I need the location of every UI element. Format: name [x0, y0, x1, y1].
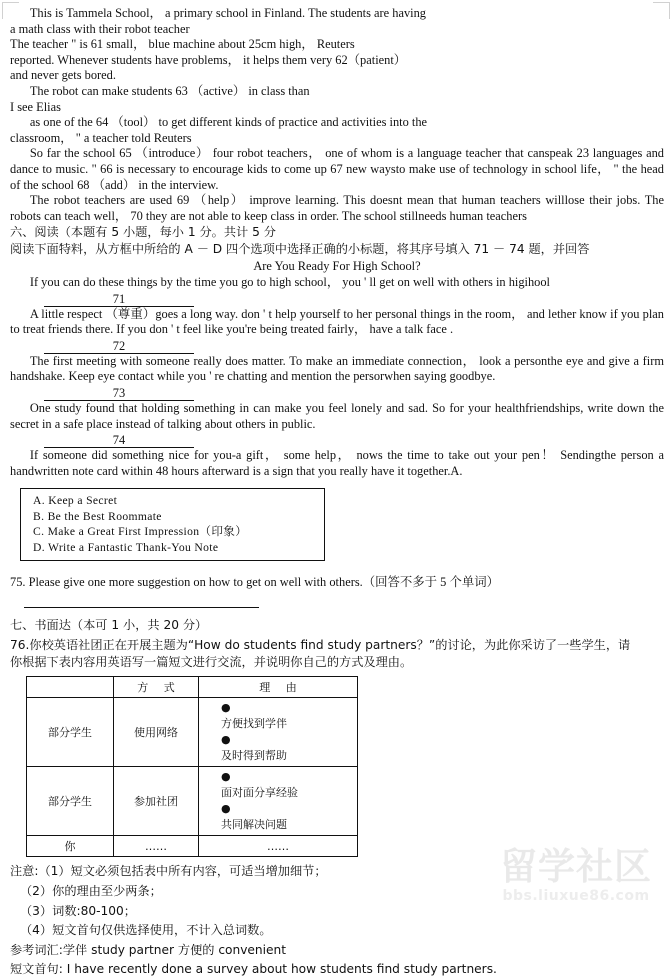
table-cell-reasons[interactable]: …… — [199, 836, 358, 857]
note-item: （2）你的理由至少两条； — [20, 884, 162, 899]
bullet-icon: ● — [221, 770, 231, 784]
table-header-row — [27, 677, 358, 698]
option-a[interactable]: A. Keep a Secret — [33, 494, 118, 508]
article-title: Are You Ready For High School? — [253, 258, 421, 273]
table-cell-method[interactable]: …… — [114, 836, 199, 857]
blank-73[interactable]: 73 — [44, 386, 194, 401]
cloze-passage — [10, 6, 664, 224]
article-paragraph: If you can do these things by the time you go to high school， you ' ll get on well with others in higihool — [29, 275, 550, 290]
reason-text: 及时得到帮助 — [221, 749, 287, 763]
table-cell-who: 部分学生 — [27, 698, 114, 767]
cloze-line: I see Elias — [10, 99, 61, 114]
article-paragraph: The first meeting with someone really does matter. To make an immediate connection， look a personthe eye and give a firm handshake. Keep eye contact while you ' re chatting and mention the persorwhen saying goodbye. — [10, 353, 664, 384]
bullet-icon: ● — [221, 733, 231, 747]
cloze-paragraph: The robot teachers are used 69 （help） improve learning. This doesnt mean that human teachers willlose their jobs. The robots can teach well， 70 they are not able to keep class in order. The school stillneeds human teachers — [10, 193, 664, 223]
reason-text: 共同解决问题 — [221, 818, 287, 832]
note-item: （3）词数:80-100； — [20, 903, 136, 918]
first-sentence-line: 短文首句: I have recently done a survey about how students find study partners. — [10, 962, 497, 977]
reason-item — [221, 769, 355, 801]
cloze-line: classroom， " a teacher told Reuters — [10, 130, 192, 145]
bullet-icon: ● — [221, 701, 231, 715]
blank-72[interactable]: 72 — [44, 339, 194, 354]
option-d[interactable]: D. Write a Fantastic Thank-You Note — [33, 540, 219, 554]
reason-text: 方便找到学伴 — [221, 717, 287, 731]
option-c[interactable]: C. Make a Great First Impression（印象） — [33, 525, 248, 539]
table-cell-who: 你 — [27, 836, 114, 857]
section-seven-prompt-line2: 你根据下表内容用英语写一篇短文进行交流，并说明你自己的方式及理由。 — [10, 654, 413, 669]
cloze-line: The teacher " is 61 small， blue machine about 25cm high， Reuters — [10, 37, 355, 52]
reason-item — [221, 801, 355, 833]
table-header-blank — [27, 677, 114, 698]
article-paragraph: If someone did something nice for you-a gift， some help， nows the time to take out your pen！ Sendingthe person a handwritten note card within 48 hours afterward is a sign that you really have it together.A. — [10, 448, 664, 478]
cloze-line: a math class with their robot teacher — [10, 21, 190, 36]
notes-first — [10, 863, 664, 880]
note-item: （4）短文首句仅供选择使用，不计入总词数。 — [20, 923, 272, 938]
question-75-answer-line[interactable] — [24, 607, 259, 608]
section-seven-heading: 七、书面达（本可 1 小，共 20 分） — [10, 617, 208, 632]
article-paragraph: One study found that holding something in can make you feel lonely and sad. So for your healthfriendships, write down the secret in a safe place instead of talking about others in public. — [10, 401, 664, 431]
table-row — [27, 767, 358, 836]
table-cell-method: 使用网络 — [114, 698, 199, 767]
crop-mark-top-right — [653, 2, 670, 19]
notes-label: 注意: — [10, 864, 39, 879]
section-six-instruction: 阅读下面特料，从方框中所给的 A － D 四个选项中选择正确的小标题，将其序号填入 71 － 74 题，并回答 — [10, 241, 590, 256]
note-item: （1）短文必须包括表中所有内容，可适当增加细节； — [38, 864, 327, 879]
watermark-title: 留学社区 — [500, 845, 652, 888]
cloze-line: as one of the 64 （tool） to get different kinds of practice and activities into the — [29, 115, 428, 130]
table-header-method: 方 式 — [114, 677, 199, 698]
cloze-paragraph: So far the school 65 （introduce） four robot teachers， one of whom is a language teacher that canspeak 23 languages and dance to music. " 66 is necessary to encourage kids to come up 67 new waysto make use of technology in school life， " the head of the school 68 （add） in the interview. — [10, 146, 664, 192]
table-row — [27, 836, 358, 857]
reason-item — [221, 700, 355, 732]
question-75: 75. Please give one more suggestion on how to get on well with others.（回答不多于 5 个单词） — [10, 575, 500, 590]
article-paragraph: A little respect （尊重）goes a long way. don ' t help yourself to her personal things in the room， and lether know if you plan to treat friends there. If you don ' t feel like you're being treated fairly， have a talk face . — [10, 306, 664, 337]
cloze-line: This is Tammela School， a primary school in Finland. The students are having — [29, 6, 426, 20]
cloze-line: and never gets bored. — [10, 68, 116, 83]
reason-item — [221, 732, 355, 764]
table-cell-who: 部分学生 — [27, 767, 114, 836]
section-six-heading: 六、阅读（本题有 5 小题，每小 1 分。共计 5 分 — [10, 225, 276, 240]
table-header-reason: 理 由 — [199, 677, 358, 698]
table-cell-method: 参加社团 — [114, 767, 199, 836]
bullet-icon: ● — [221, 802, 231, 816]
blank-74[interactable]: 74 — [44, 433, 194, 448]
watermark-url: bbs.liuxue86.com — [502, 888, 650, 904]
table-row — [27, 698, 358, 767]
cloze-line: The robot can make students 63 （active） in class than — [29, 83, 310, 98]
reason-text: 面对面分享经验 — [221, 786, 298, 800]
options-box — [20, 488, 325, 561]
table-cell-reasons — [199, 767, 358, 836]
section-seven-prompt-line1: 76.你校英语社团正在开展主题为“How do students find study partners？”的讨论，为此你采访了一些学生，请 — [10, 638, 631, 653]
vocabulary-line: 参考词汇:学伴 study partner 方便的 convenient — [10, 942, 287, 957]
blank-71[interactable]: 71 — [44, 292, 194, 307]
crop-mark-top-left — [2, 2, 19, 19]
cloze-line: reported. Whenever students have problems， it helps them very 62（patient） — [10, 52, 407, 67]
table-cell-reasons — [199, 698, 358, 767]
survey-table — [26, 676, 358, 857]
option-b[interactable]: B. Be the Best Roommate — [33, 509, 162, 523]
